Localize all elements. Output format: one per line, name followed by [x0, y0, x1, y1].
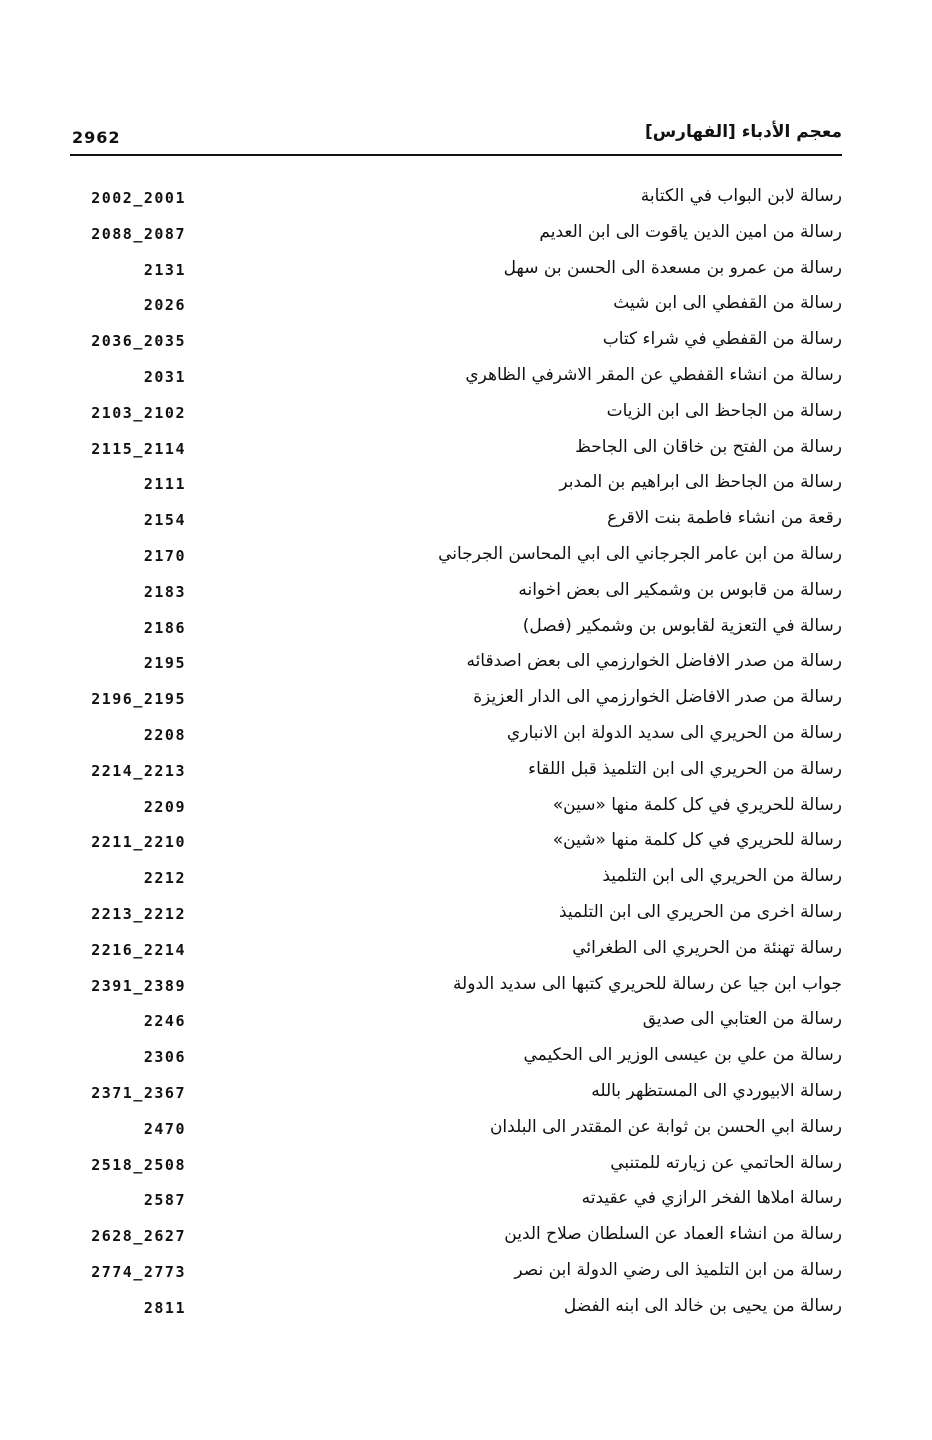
entry-page-range: 2216_2214 — [91, 940, 186, 959]
entry-title: رسالة من الفتح بن خاقان الى الجاحظ — [575, 436, 842, 457]
entry-title: رسالة ابي الحسن بن ثوابة عن المقتدر الى البلدان — [489, 1116, 842, 1137]
index-entry — [70, 826, 842, 862]
entry-page-range: 2212 — [143, 869, 186, 888]
page-number: 2962 — [72, 128, 121, 147]
index-entry — [70, 397, 842, 433]
entry-page-range: 2103_2102 — [91, 403, 186, 422]
entry-title: رسالة اخرى من الحريري الى ابن التلميذ — [559, 901, 842, 922]
entry-page-range: 2470 — [143, 1119, 186, 1138]
entry-title: رسالة من الحريري الى سديد الدولة ابن الانباري — [506, 722, 842, 743]
entry-page-range: 2036_2035 — [91, 332, 186, 351]
entry-page-range: 2811 — [143, 1298, 186, 1317]
entry-page-range: 2002_2001 — [91, 189, 186, 207]
index-entry — [70, 934, 842, 970]
entry-title: رسالة تهنئة من الحريري الى الطغرائي — [572, 937, 842, 958]
entry-page-range: 2186 — [143, 618, 186, 637]
entry-title: رسالة من يحيى بن خالد الى ابنه الفضل — [563, 1295, 842, 1316]
entry-title: رسالة من انشاء العماد عن السلطان صلاح الدين — [504, 1224, 842, 1245]
index-entry — [70, 719, 842, 755]
entry-page-range: 2195 — [143, 654, 186, 673]
entry-page-range: 2088_2087 — [91, 224, 186, 243]
entry-page-range: 2587 — [143, 1191, 186, 1210]
entry-title: رسالة لابن البواب في الكتابة — [640, 186, 842, 206]
index-entry — [70, 576, 842, 612]
entry-page-range: 2628_2627 — [91, 1227, 186, 1246]
entry-title: رسالة املاها الفخر الرازي في عقيدته — [581, 1188, 842, 1209]
entry-page-range: 2131 — [143, 260, 186, 279]
index-entry — [70, 289, 842, 325]
entry-page-range: 2026 — [143, 296, 186, 315]
entry-title: رسالة من قابوس بن وشمكير الى بعض اخوانه — [518, 579, 842, 600]
index-entry — [70, 254, 842, 290]
entry-page-range: 2211_2210 — [91, 833, 186, 852]
entry-page-range: 2208 — [143, 725, 186, 744]
index-entry — [70, 1149, 842, 1185]
entry-page-range: 2183 — [143, 582, 186, 601]
entry-page-range: 2154 — [143, 511, 186, 530]
index-entry — [70, 755, 842, 791]
index-entry — [70, 325, 842, 361]
entry-title: رسالة من انشاء القفطي عن المقر الاشرفي الظاهري — [465, 364, 842, 385]
index-entry — [70, 468, 842, 504]
entry-title: رسالة من صدر الافاضل الخوارزمي الى الدار العزيزة — [473, 687, 842, 708]
index-entry — [70, 683, 842, 719]
index-entry — [70, 1077, 842, 1113]
entry-title: رسالة من عمرو بن مسعدة الى الحسن بن سهل — [503, 257, 842, 278]
entry-page-range: 2115_2114 — [91, 439, 186, 458]
index-entry — [70, 791, 842, 827]
index-entry — [70, 1220, 842, 1256]
index-entry — [70, 1113, 842, 1149]
index-entry — [70, 1005, 842, 1041]
entry-title: رسالة من القفطي في شراء كتاب — [602, 329, 842, 350]
entry-page-range: 2170 — [143, 546, 186, 565]
entry-title: جواب ابن جيا عن رسالة للحريري كتبها الى سديد الدولة — [452, 973, 842, 994]
entry-title: رسالة من العتابي الى صديق — [642, 1009, 842, 1030]
index-entry — [70, 433, 842, 469]
index-entry — [70, 647, 842, 683]
index-entry — [70, 898, 842, 934]
entry-page-range: 2306 — [143, 1048, 186, 1067]
index-entry — [70, 182, 842, 218]
entry-title: رسالة من امين الدين ياقوت الى ابن العديم — [539, 221, 842, 242]
entry-page-range: 2031 — [143, 367, 186, 386]
entry-title: رسالة من الجاحظ الى ابن الزيات — [606, 400, 842, 421]
index-entry — [70, 862, 842, 898]
entry-title: رسالة للحريري في كل كلمة منها «شين» — [552, 830, 842, 851]
entry-title: رسالة من الحريري الى ابن التلميذ قبل اللقاء — [528, 758, 842, 779]
index-entry — [70, 1292, 842, 1328]
index-entry — [70, 612, 842, 648]
entry-page-range: 2246 — [143, 1012, 186, 1031]
index-entry — [70, 1041, 842, 1077]
header-divider — [70, 154, 842, 156]
entry-title: رسالة من علي بن عيسى الوزير الى الحكيمي — [523, 1045, 842, 1066]
index-entry — [70, 1256, 842, 1292]
entry-page-range: 2111 — [143, 475, 186, 494]
running-header-title: معجم الأدباء [الفهارس] — [644, 122, 842, 142]
entry-page-range: 2196_2195 — [91, 690, 186, 709]
index-entry — [70, 361, 842, 397]
index-list — [70, 182, 842, 1328]
index-entry — [70, 218, 842, 254]
entry-page-range: 2214_2213 — [91, 761, 186, 780]
entry-page-range: 2209 — [143, 797, 186, 816]
entry-title: رقعة من انشاء فاطمة بنت الاقرع — [607, 508, 842, 529]
index-entry — [70, 1184, 842, 1220]
entry-title: رسالة من الجاحظ الى ابراهيم بن المدبر — [559, 472, 842, 493]
entry-title: رسالة من ابن عامر الجرجاني الى ابي المحاسن الجرجاني — [438, 543, 842, 564]
entry-page-range: 2774_2773 — [91, 1262, 186, 1281]
entry-page-range: 2391_2389 — [91, 976, 186, 995]
entry-title: رسالة الابيوردي الى المستظهر بالله — [591, 1080, 842, 1101]
entry-page-range: 2213_2212 — [91, 904, 186, 923]
entry-page-range: 2371_2367 — [91, 1083, 186, 1102]
entry-title: رسالة الحاتمي عن زيارته للمتنبي — [610, 1152, 842, 1173]
entry-title: رسالة من الحريري الى ابن التلميذ — [602, 866, 842, 887]
entry-title: رسالة في التعزية لقابوس بن وشمكير (فصل) — [522, 615, 842, 636]
index-entry — [70, 970, 842, 1006]
index-entry — [70, 540, 842, 576]
index-entry — [70, 504, 842, 540]
entry-title: رسالة من صدر الافاضل الخوارزمي الى بعض اصدقائه — [466, 651, 842, 672]
entry-title: رسالة للحريري في كل كلمة منها «سين» — [552, 794, 842, 815]
entry-title: رسالة من ابن التلميذ الى رضي الدولة ابن نصر — [514, 1259, 842, 1280]
entry-page-range: 2518_2508 — [91, 1155, 186, 1174]
entry-title: رسالة من القفطي الى ابن شيث — [613, 293, 842, 314]
